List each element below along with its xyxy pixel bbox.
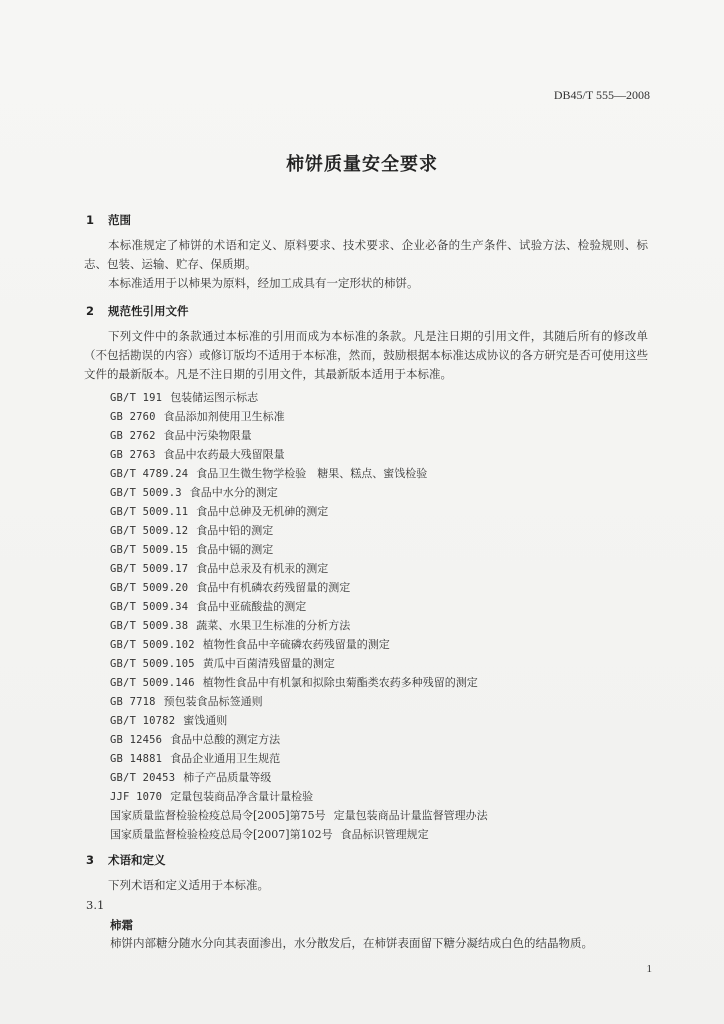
reference-title: 定量包装商品净含量计量检验 xyxy=(170,790,314,803)
reference-item xyxy=(110,464,488,483)
section-title: 范围 xyxy=(108,213,131,227)
reference-item xyxy=(110,806,488,825)
reference-code: 国家质量监督检验检疫总局令[2007]第102号 xyxy=(110,828,333,841)
reference-title: 食品中总酸的测定方法 xyxy=(170,733,281,746)
reference-title: 蔬菜、水果卫生标准的分析方法 xyxy=(196,619,351,632)
reference-item xyxy=(110,597,488,616)
reference-item xyxy=(110,711,488,730)
reference-code: GB/T 5009.17 xyxy=(110,563,189,575)
reference-code: GB/T 5009.146 xyxy=(110,677,195,689)
reference-item xyxy=(110,654,488,673)
reference-item xyxy=(110,787,488,806)
reference-title: 包装储运图示标志 xyxy=(170,391,259,404)
reference-title: 食品中铅的测定 xyxy=(196,524,274,537)
reference-title: 食品标识管理规定 xyxy=(340,828,429,841)
reference-code: GB/T 5009.38 xyxy=(110,620,189,632)
reference-code: 国家质量监督检验检疫总局令[2005]第75号 xyxy=(110,809,326,822)
reference-item xyxy=(110,521,488,540)
reference-code: GB 7718 xyxy=(110,696,156,708)
reference-title: 柿子产品质量等级 xyxy=(183,771,272,784)
section-number: 3 xyxy=(86,853,95,867)
reference-title: 食品中污染物限量 xyxy=(163,429,252,442)
reference-item xyxy=(110,407,488,426)
reference-code: GB/T 20453 xyxy=(110,772,176,784)
reference-code: GB/T 4789.24 xyxy=(110,468,189,480)
reference-code: GB 2762 xyxy=(110,430,156,442)
reference-code: GB 2763 xyxy=(110,449,156,461)
section-number: 1 xyxy=(86,213,95,227)
reference-item xyxy=(110,445,488,464)
term-number: 3.1 xyxy=(86,898,105,912)
reference-title: 植物性食品中辛硫磷农药残留量的测定 xyxy=(202,638,390,651)
reference-title: 食品中水分的测定 xyxy=(189,486,278,499)
reference-item xyxy=(110,502,488,521)
reference-code: GB/T 5009.12 xyxy=(110,525,189,537)
reference-item xyxy=(110,673,488,692)
reference-code: GB/T 5009.102 xyxy=(110,639,195,651)
reference-title: 食品中总砷及无机砷的测定 xyxy=(196,505,329,518)
reference-code: GB/T 5009.11 xyxy=(110,506,189,518)
reference-item xyxy=(110,483,488,502)
standard-code: DB45/T 555—2008 xyxy=(553,88,650,102)
reference-code: GB/T 5009.34 xyxy=(110,601,189,613)
terms-intro-paragraph: 下列术语和定义适用于本标准。 xyxy=(108,878,269,892)
reference-item xyxy=(110,768,488,787)
reference-code: GB/T 5009.3 xyxy=(110,487,182,499)
reference-title: 蜜饯通则 xyxy=(183,714,228,727)
reference-item xyxy=(110,730,488,749)
reference-code: JJF 1070 xyxy=(110,791,163,803)
reference-title: 植物性食品中有机氯和拟除虫菊酯类农药多种残留的测定 xyxy=(202,676,478,689)
reference-item xyxy=(110,825,488,844)
section-heading-scope xyxy=(86,212,131,228)
normative-intro-paragraph: 下列文件中的条款通过本标准的引用而成为本标准的条款。凡是注日期的引用文件，其随后所有的修改单（不包括勘误的内容）或修订版均不适用于本标准，然而，鼓励根据本标准达成协议的各方研究是否可使用这些文件的最新版本。凡是不注日期的引用文件，其最新版本适用于本标准。 xyxy=(84,329,648,381)
term-definition: 柿饼内部糖分随水分向其表面渗出，水分散发后，在柿饼表面留下糖分凝结成白色的结晶物质。 xyxy=(110,936,593,950)
reference-item xyxy=(110,426,488,445)
reference-title: 食品卫生微生物学检验 糖果、糕点、蜜饯检验 xyxy=(196,467,428,480)
reference-code: GB 12456 xyxy=(110,734,163,746)
reference-item xyxy=(110,559,488,578)
reference-code: GB 2760 xyxy=(110,411,156,423)
section-number: 2 xyxy=(86,304,95,318)
reference-item xyxy=(110,692,488,711)
term-name: 柿霜 xyxy=(110,918,133,932)
reference-title: 定量包装商品计量监督管理办法 xyxy=(333,809,488,822)
scope-paragraph-1: 本标准规定了柿饼的术语和定义、原料要求、技术要求、企业必备的生产条件、试验方法、检验规则、标志、包装、运输、贮存、保质期。 xyxy=(84,238,648,271)
reference-item xyxy=(110,635,488,654)
section-heading-normative xyxy=(86,303,189,319)
section-heading-terms xyxy=(86,852,166,868)
reference-title: 食品中镉的测定 xyxy=(196,543,274,556)
section-title: 术语和定义 xyxy=(108,853,166,867)
page-title: 柿饼质量安全要求 xyxy=(286,154,438,175)
reference-item xyxy=(110,388,488,407)
reference-title: 食品企业通用卫生规范 xyxy=(170,752,281,765)
reference-title: 黄瓜中百菌清残留量的测定 xyxy=(202,657,335,670)
reference-list xyxy=(110,388,488,844)
reference-title: 预包装食品标签通则 xyxy=(163,695,263,708)
reference-item xyxy=(110,616,488,635)
reference-title: 食品中亚硫酸盐的测定 xyxy=(196,600,307,613)
section-title: 规范性引用文件 xyxy=(108,304,189,318)
scope-paragraph-2: 本标准适用于以柿果为原料，经加工成具有一定形状的柿饼。 xyxy=(108,276,419,290)
reference-title: 食品中有机磷农药残留量的测定 xyxy=(196,581,351,594)
reference-title: 食品中总汞及有机汞的测定 xyxy=(196,562,329,575)
reference-item xyxy=(110,540,488,559)
reference-item xyxy=(110,749,488,768)
reference-code: GB/T 5009.20 xyxy=(110,582,189,594)
reference-title: 食品添加剂使用卫生标准 xyxy=(163,410,285,423)
reference-item xyxy=(110,578,488,597)
reference-title: 食品中农药最大残留限量 xyxy=(163,448,285,461)
reference-code: GB/T 5009.105 xyxy=(110,658,195,670)
reference-code: GB/T 5009.15 xyxy=(110,544,189,556)
reference-code: GB/T 10782 xyxy=(110,715,176,727)
page-number: 1 xyxy=(646,963,652,975)
reference-code: GB/T 191 xyxy=(110,392,163,404)
reference-code: GB 14881 xyxy=(110,753,163,765)
